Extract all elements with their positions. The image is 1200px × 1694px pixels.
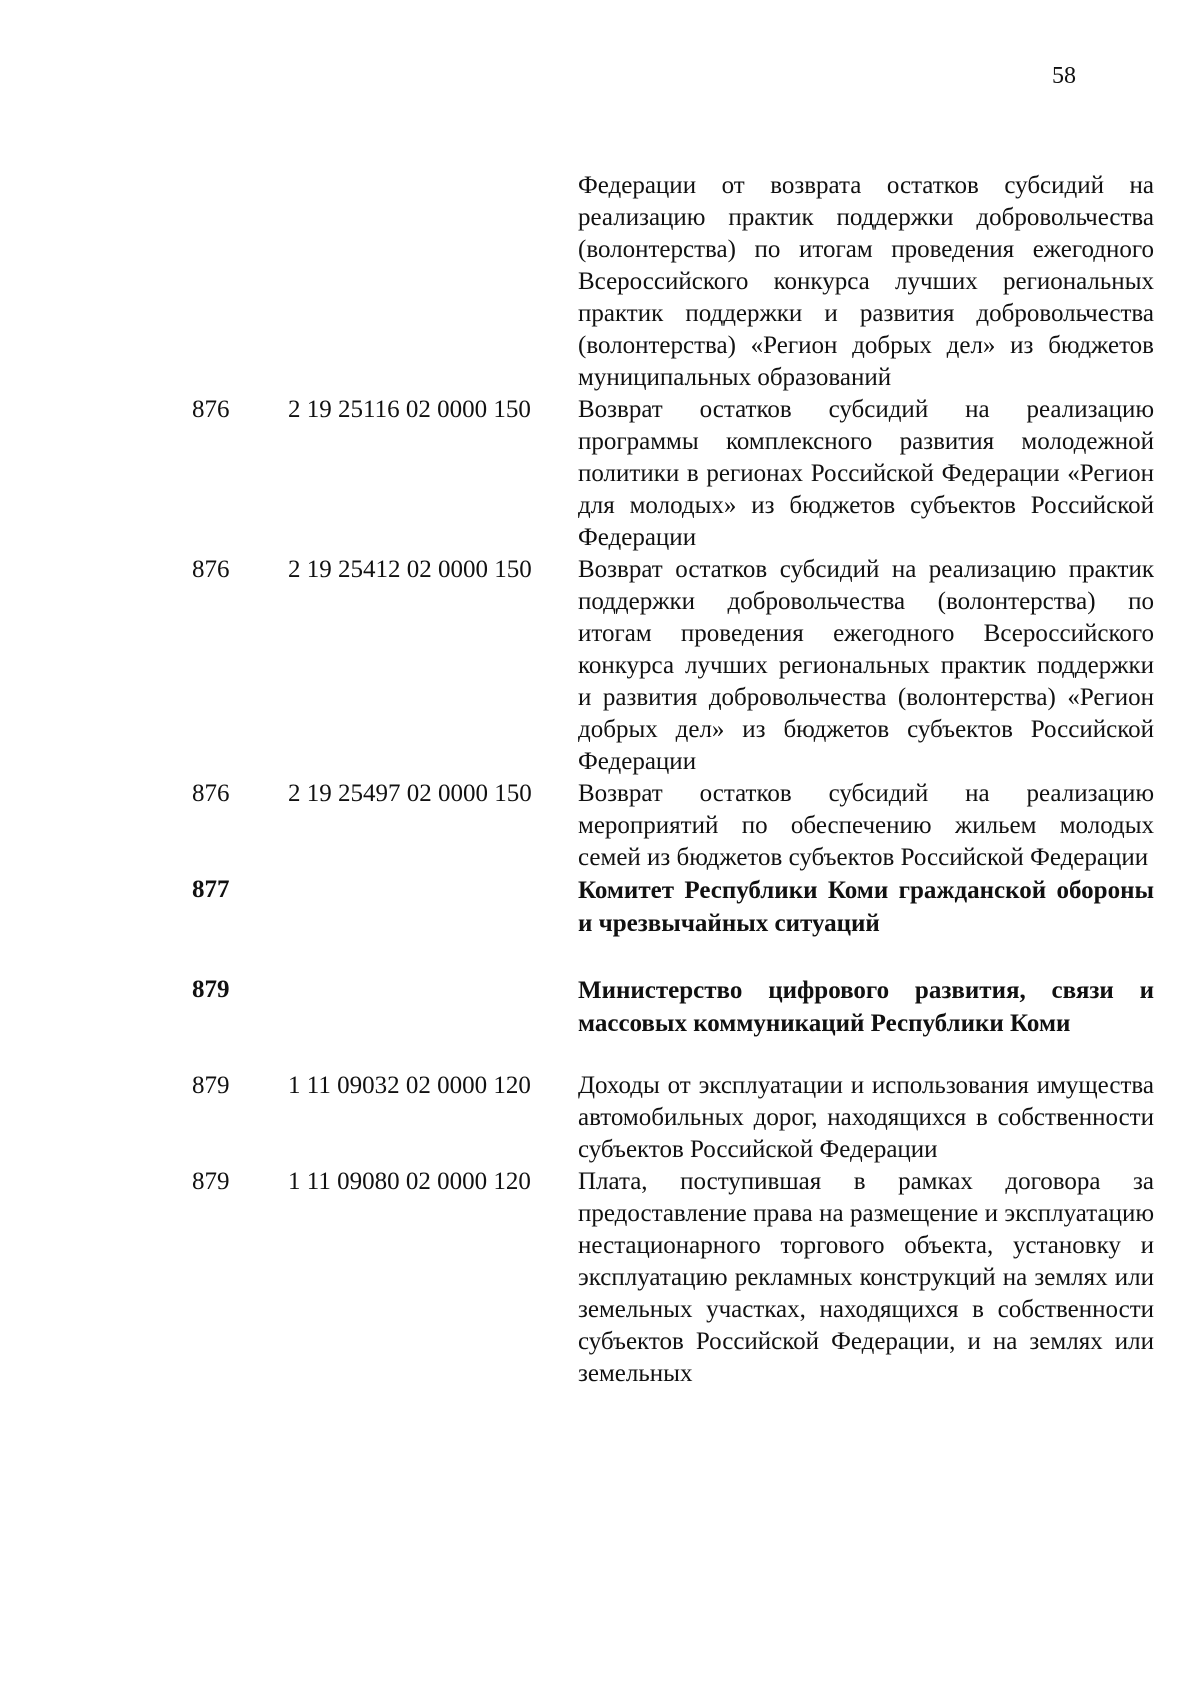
table-row — [0, 170, 1200, 394]
admin-code-cell: 876 — [192, 780, 230, 807]
income-code-cell: 1 11 09080 02 0000 120 — [288, 1168, 531, 1195]
income-name-cell: Федерации от возврата остатков субсидий на реализацию практик поддержки добровольчества (волонтерства) по итогам проведения ежегодного Всероссийского конкурса лучших региональных практик поддержки и развития добровольчества (волонтерства) «Регион добрых дел» из бюджетов муниципальных образований — [578, 172, 1154, 391]
admin-code-cell: 877 — [192, 876, 230, 903]
income-name-cell: Возврат остатков субсидий на реализацию мероприятий по обеспечению жильем молодых семей из бюджетов субъектов Российской Федерации — [578, 780, 1154, 871]
section-heading-row — [0, 974, 1200, 1040]
income-codes-table — [0, 170, 1200, 1390]
section-heading-row — [0, 874, 1200, 940]
admin-code-cell: 879 — [192, 1072, 230, 1099]
table-row — [0, 1166, 1200, 1390]
table-row — [0, 394, 1200, 554]
page-number: 58 — [1052, 63, 1076, 89]
table-row — [0, 778, 1200, 874]
admin-code-cell: 879 — [192, 1168, 230, 1195]
administrator-name-heading: Министерство цифрового развития, связи и массовых коммуникаций Республики Коми — [578, 977, 1154, 1037]
income-name-cell: Плата, поступившая в рамках договора за предоставление права на размещение и эксплуатацию нестационарного торгового объекта, установку и эксплуатацию рекламных конструкций на землях или земельных участках, находящихся в собственности субъектов Российской Федерации, и на землях или земельных — [578, 1168, 1154, 1387]
income-code-cell: 1 11 09032 02 0000 120 — [288, 1072, 531, 1099]
income-code-cell: 2 19 25116 02 0000 150 — [288, 396, 531, 423]
table-row — [0, 554, 1200, 778]
income-name-cell: Возврат остатков субсидий на реализацию практик поддержки добровольчества (волонтерства) по итогам проведения ежегодного Всероссийского конкурса лучших региональных практик поддержки и развития добровольчества (волонтерства) «Регион добрых дел» из бюджетов субъектов Российской Федерации — [578, 556, 1154, 775]
income-code-cell: 2 19 25412 02 0000 150 — [288, 556, 532, 583]
table-row — [0, 1070, 1200, 1166]
income-name-cell: Доходы от эксплуатации и использования имущества автомобильных дорог, находящихся в собственности субъектов Российской Федерации — [578, 1072, 1154, 1163]
income-code-cell: 2 19 25497 02 0000 150 — [288, 780, 532, 807]
admin-code-cell: 876 — [192, 556, 230, 583]
income-name-cell: Возврат остатков субсидий на реализацию программы комплексного развития молодежной политики в регионах Российской Федерации «Регион для молодых» из бюджетов субъектов Российской Федерации — [578, 396, 1154, 551]
admin-code-cell: 879 — [192, 976, 230, 1003]
administrator-name-heading: Комитет Республики Коми гражданской обороны и чрезвычайных ситуаций — [578, 877, 1154, 937]
admin-code-cell: 876 — [192, 396, 230, 423]
